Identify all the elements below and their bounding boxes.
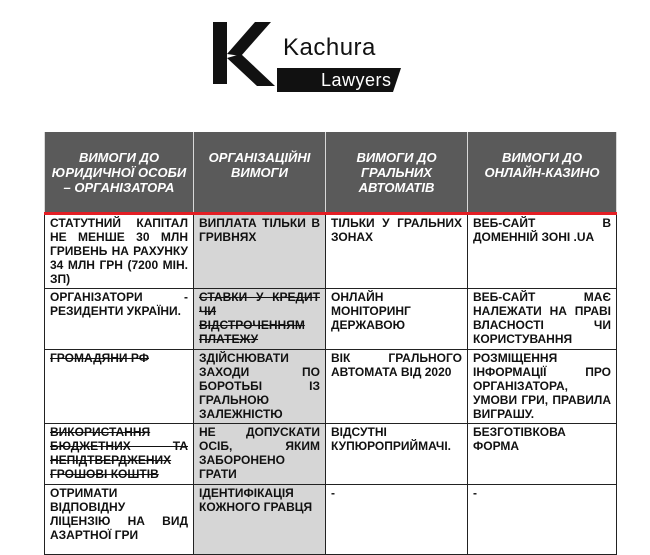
table-row bbox=[45, 485, 617, 555]
table-cell: - bbox=[326, 485, 468, 555]
table-cell: ІДЕНТИФІКАЦІЯ КОЖНОГО ГРАВЦЯ bbox=[194, 485, 326, 555]
table-cell: ВІДСУТНІ КУПЮРОПРИЙМАЧІ. bbox=[326, 424, 468, 485]
header-slot-machines: ВИМОГИ ДО ГРАЛЬНИХ АВТОМАТІВ bbox=[326, 132, 468, 214]
kachura-lawyers-logo bbox=[205, 16, 415, 98]
table-cell: СТАТУТНИЙ КАПІТАЛ НЕ МЕНШЕ 30 МЛН ГРИВЕНЬ НА РАХУНКУ 34 МЛН ГРН (7200 МІН. ЗП) bbox=[45, 214, 194, 289]
table-cell-struck: ВИКОРИСТАННЯ БЮДЖЕТНИХ ТА НЕПІДТВЕРДЖЕНИХ ГРОШОВІ КОШТІВ bbox=[45, 424, 194, 485]
table-cell: ТІЛЬКИ У ГРАЛЬНИХ ЗОНАХ bbox=[326, 214, 468, 289]
table-cell: ВІК ГРАЛЬНОГО АВТОМАТА ВІД 2020 bbox=[326, 350, 468, 424]
table-cell: ОРГАНІЗАТОРИ - РЕЗИДЕНТИ УКРАЇНИ. bbox=[45, 289, 194, 350]
table-row bbox=[45, 289, 617, 350]
table-cell: НЕ ДОПУСКАТИ ОСІБ, ЯКИМ ЗАБОРОНЕНО ГРАТИ bbox=[194, 424, 326, 485]
table-row bbox=[45, 424, 617, 485]
table-cell-struck: СТАВКИ У КРЕДИТ ЧИ ВІДСТРОЧЕННЯМ ПЛАТЕЖУ bbox=[194, 289, 326, 350]
table-header-row bbox=[45, 132, 617, 214]
requirements-table bbox=[44, 132, 617, 555]
table-cell: ОТРИМАТИ ВІДПОВІДНУ ЛІЦЕНЗІЮ НА ВИД АЗАРТНОЇ ГРИ bbox=[45, 485, 194, 555]
table-cell-struck: ГРОМАДЯНИ РФ bbox=[45, 350, 194, 424]
header-online-casino: ВИМОГИ ДО ОНЛАЙН-КАЗИНО bbox=[468, 132, 617, 214]
logo-name: Kachura bbox=[283, 34, 376, 61]
table-cell: ВЕБ-САЙТ МАЄ НАЛЕЖАТИ НА ПРАВІ ВЛАСНОСТІ ЧИ КОРИСТУВАННЯ bbox=[468, 289, 617, 350]
table-row bbox=[45, 350, 617, 424]
table-cell: ЗДІЙСНЮВАТИ ЗАХОДИ ПО БОРОТЬБІ ІЗ ГРАЛЬНОЮ ЗАЛЕЖНІСТЮ bbox=[194, 350, 326, 424]
logo-subtitle: Lawyers bbox=[321, 70, 392, 90]
table-cell: БЕЗГОТІВКОВА ФОРМА bbox=[468, 424, 617, 485]
table-row bbox=[45, 214, 617, 289]
header-organizer: ВИМОГИ ДО ЮРИДИЧНОЇ ОСОБИ – ОРГАНІЗАТОРА bbox=[45, 132, 194, 214]
table-cell: РОЗМІЩЕННЯ ІНФОРМАЦІЇ ПРО ОРГАНІЗАТОРА, УМОВИ ГРИ, ПРАВИЛА ВИГРАШУ. bbox=[468, 350, 617, 424]
header-organizational: ОРГАНІЗАЦІЙНІ ВИМОГИ bbox=[194, 132, 326, 214]
table-cell: ОНЛАЙН МОНІТОРИНГ ДЕРЖАВОЮ bbox=[326, 289, 468, 350]
table-cell: ВЕБ-САЙТ В ДОМЕННІЙ ЗОНІ .UA bbox=[468, 214, 617, 289]
table-cell: - bbox=[468, 485, 617, 555]
table-cell: ВИПЛАТА ТІЛЬКИ В ГРИВНЯХ bbox=[194, 214, 326, 289]
